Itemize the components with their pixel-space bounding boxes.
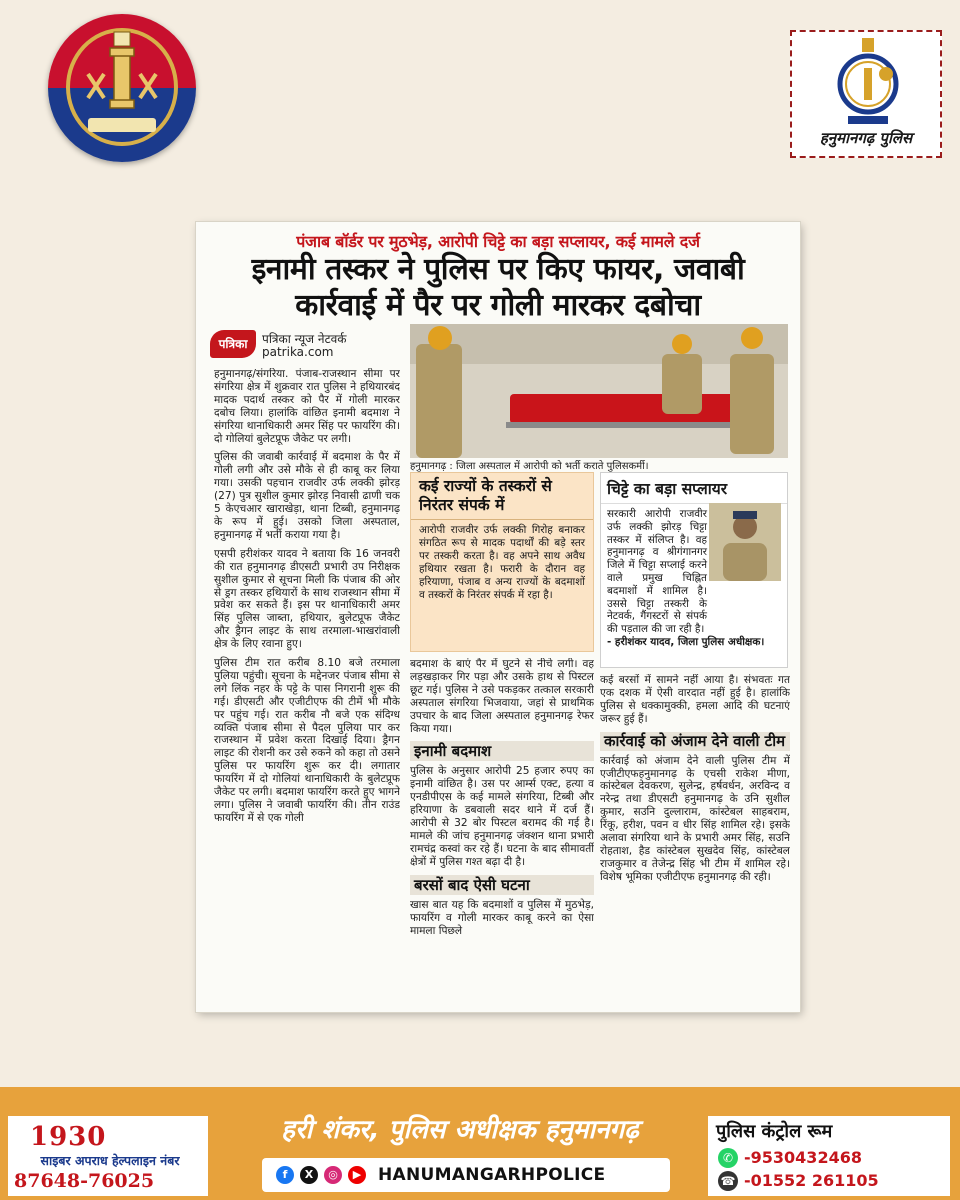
footer-title: हरी शंकर, पुलिस अधीक्षक हनुमानगढ़ (281, 1115, 639, 1145)
officer-photo (709, 503, 781, 581)
facebook-icon[interactable]: f (276, 1166, 294, 1184)
hospital-photo (410, 324, 788, 458)
col1-paragraph: पुलिस की जवाबी कार्रवाई में बदमाश के पैर में गोली लगी और उसे मौके से ही काबू कर लिया गया। उसकी पहचान राजवीर उर्फ लक्की झोरड़ (27) पुत्र सुशील कुमार झोरड़ निवासी ढाणी चक 5 केएचआर खाराखेड़ा, थाना टिब्बी, हनुमानगढ़ के रूप में हुई। उसको जिला अस्पताल, हनुमानगढ़ में भर्ती कराया गया है। (214, 451, 400, 541)
contact-box-text: आरोपी राजवीर उर्फ लक्की गिरोह बनाकर संगठित रूप से मादक पदार्थों की बड़े स्तर पर तस्करी करता है। वह अपने साथ अवैध हथियार रखता है। फरारी के दौरान वह हरियाणा, पंजाब व अन्य राज्यों के बदमाशों व तस्करों के निरंतर संपर्क में रहा है। (419, 524, 585, 601)
helpline-phone: 87648-76025 (14, 1170, 155, 1192)
helpline-number: 1930 (30, 1122, 107, 1152)
control-mobile[interactable]: -9530432468 (744, 1148, 862, 1167)
photo-caption: हनुमानगढ़ : जिला अस्पताल में आरोपी को भर्ती कराते पुलिसकर्मी। (410, 461, 649, 472)
brand-site: patrika.com (262, 345, 334, 359)
social-handle-bar (262, 1158, 670, 1192)
right-logo-name: हनुमानगढ़ पुलिस (819, 129, 913, 147)
subheading-rare-incident: बरसों बाद ऐसी घटना (410, 875, 594, 895)
newspaper-clipping (196, 222, 800, 1012)
telephone-icon: ☎ (718, 1171, 738, 1191)
col3-paragraph: कार्रवाई को अंजाम देने वाली पुलिस टीम में एजीटीएफहनुमानगढ़ के एचसी राकेश मीणा, कांस्टेबल देवकरण, सुलेन्द्र, हर्षवर्धन, अरविन्द व नरेन्द्र तथा डीएसटी हनुमानगढ़ के उनि सुशील कुमार, सउनि दुल्लाराम, कांस्टेबल साहबराम, रिंकू, हरीश, पवन व धीर सिंह शामिल रहे। इसके अलावा संगरिया थाने के प्रभारी अमर सिंह, सउनि रोहताश, हैड कांस्टेबल सुखदेव सिंह, कांस्टेबल राजकुमार व तेजेन्द्र सिंह भी टीम में शामिल रहे। विशेष भूमिका एजीटीएफ हनुमानगढ़ की रही। (600, 754, 790, 883)
contact-box-title: कई राज्यों के तस्करों से निरंतर संपर्क में (411, 473, 593, 520)
control-landline[interactable]: -01552 261105 (744, 1171, 879, 1190)
control-room-title: पुलिस कंट्रोल रूम (716, 1121, 833, 1142)
sidebox-signature: - हरीशंकर यादव, जिला पुलिस अधीक्षक। (607, 635, 765, 648)
sidebox-title: चिट्टे का बड़ा सप्लायर (601, 473, 787, 504)
headline-line-1: इनामी तस्कर ने पुलिस पर किए फायर, जवाबी (251, 252, 745, 287)
rajasthan-police-logo (48, 14, 196, 162)
article-kicker: पंजाब बॉर्डर पर मुठभेड़, आरोपी चिट्टे का बड़ा सप्लायर, कई मामले दर्ज (296, 232, 700, 251)
subheading-wanted: इनामी बदमाश (410, 741, 594, 761)
col2-paragraph: बदमाश के बाएं पैर में घुटने से नीचे लगी। वह लड़खड़ाकर गिर पड़ा और उसके हाथ से पिस्टल छूट गई। पुलिस ने उसे पकड़कर तत्काल सरकारी अस्पताल संगरिया भिजवाया, जहां से प्राथमिक उपचार के बाद जिला अस्पताल हनुमानगढ़ रेफर किया गया। (410, 658, 594, 735)
article-column-2 (410, 658, 594, 1008)
police-emblem-icon (48, 14, 196, 162)
publisher-brand (210, 330, 400, 360)
police-badge-icon (792, 32, 944, 132)
col3-paragraph: कई बरसों में सामने नहीं आया है। संभवतः गत एक दशक में ऐसी वारदात नहीं हुई है। हालांकि पुलिस से धक्कामुक्की, हमला आदि की घटनाएं जरूर हुई हैं। (600, 674, 790, 725)
hanumangarh-police-logo (790, 30, 942, 158)
social-handle[interactable]: HANUMANGARHPOLICE (378, 1165, 606, 1185)
col1-paragraph: पुलिस टीम रात करीब 8.10 बजे तरमाला पुलिया पहुंची। सूचना के मद्देनजर पंजाब सीमा से लगे लिंक नहर के पट्टे के पास निगरानी शुरू की गई। डीएसटी और एजीटीएफ की टीमें भी मौके पर पहुंच गई। रात करीब नौ बजे एक संदिग्ध व्यक्ति पंजाब सीमा से पैदल पुलिया पार कर राजस्थान में प्रवेश करता दिखाई दिया। ड्रैगन लाइट की रोशनी कर उसे रुकने को कहा तो उसने पुलिस पर फायरिंग शुरू कर दी। लगातार फायरिंग में दो गोलियां थानाधिकारी के बुलेटप्रूफ जैकेट पर लगी। बदमाश फायरिंग करते हुए भागने लगा। पुलिस ने जवाबी फायरिंग की। तीन राउंड फायरिंग में से एक गोली (214, 657, 400, 824)
whatsapp-icon: ✆ (718, 1148, 738, 1168)
youtube-icon[interactable]: ▶ (348, 1166, 366, 1184)
patrika-badge: पत्रिका (210, 330, 256, 358)
cyber-helpline-card (8, 1116, 208, 1196)
col1-paragraph: एसपी हरीशंकर यादव ने बताया कि 16 जनवरी की रात हनुमानगढ़ डीएसटी प्रभारी उप निरीक्षक सुशील कुमार से सूचना मिली कि पंजाब की ओर से ड्रग तस्कर हथियारों के साथ राजस्थान सीमा में प्रवेश कर सकते हैं। इस पर थानाधिकारी अमर सिंह पुलिस जाब्ता, हथियार, बुलेटप्रूफ जैकेट और ड्रैगन लाइट के साथ तरमाला-भाखरांवाली क्षेत्र के लिए रवाना हुए। (214, 547, 400, 651)
col2-paragraph: पुलिस के अनुसार आरोपी 25 हजार रुपए का इनामी वांछित है। उस पर आर्म्स एक्ट, हत्या व एनडीपीएस के कई मामले संगरिया, टिब्बी और हरियाणा के डबवाली सदर थाने में दर्ज हैं। आरोपी से 32 बोर पिस्टल बरामद की गई है। मामले की जांच हनुमानगढ़ जंक्शन थाना प्रभारी रामचंद्र कस्वां कर रहे हैं। घटना के बाद सीमावर्ती क्षेत्रों में पुलिस गश्त बढ़ा दी है। (410, 765, 594, 868)
article-column-1 (214, 368, 400, 1008)
sidebox-body: सरकारी आरोपी राजवीर उर्फ लक्की झोरड़ चिट्टा तस्कर में संलिप्त है। वह हनुमानगढ़ व श्रीगंगानगर जिले में चिट्टा सप्लाई करने वाले प्रमुख चिह्नित बदमाशों में शामिल है। उससे चिट्टा तस्करी के नेटवर्क, गैंगस्टरों से संपर्क की पड़ताल की जा रही है। (607, 508, 707, 636)
col2-paragraph: खास बात यह कि बदमाशों व पुलिस में मुठभेड़, फायरिंग व गोली मारकर काबू करने का ऐसा मामला पिछले (410, 898, 594, 937)
headline-line-2: कार्रवाई में पैर पर गोली मारकर दबोचा (295, 288, 701, 323)
contact-box (410, 472, 594, 652)
supplier-sidebox (600, 472, 788, 668)
article-column-3 (600, 674, 790, 1008)
x-icon[interactable]: X (300, 1166, 318, 1184)
control-room-card (708, 1116, 950, 1196)
subheading-team: कार्रवाई को अंजाम देने वाली टीम (600, 732, 790, 751)
brand-network: पत्रिका न्यूज नेटवर्क (262, 332, 347, 346)
col1-paragraph: हनुमानगढ़/संगरिया. पंजाब-राजस्थान सीमा पर संगरिया क्षेत्र में शुक्रवार रात पुलिस ने हथियारबंद मादक पदार्थ तस्कर को पैर में गोली मारकर दबोच लिया। हालांकि वांछित इनामी बदमाश ने संगरिया थानाधिकारी अमर सिंह पर फायरिंग की। दो गोलियां बुलेटप्रूफ जैकेट पर लगी। (214, 368, 400, 445)
article-headline (202, 252, 794, 324)
helpline-text: साइबर अपराध हेल्पलाइन नंबर (40, 1153, 180, 1168)
instagram-icon[interactable]: ◎ (324, 1166, 342, 1184)
